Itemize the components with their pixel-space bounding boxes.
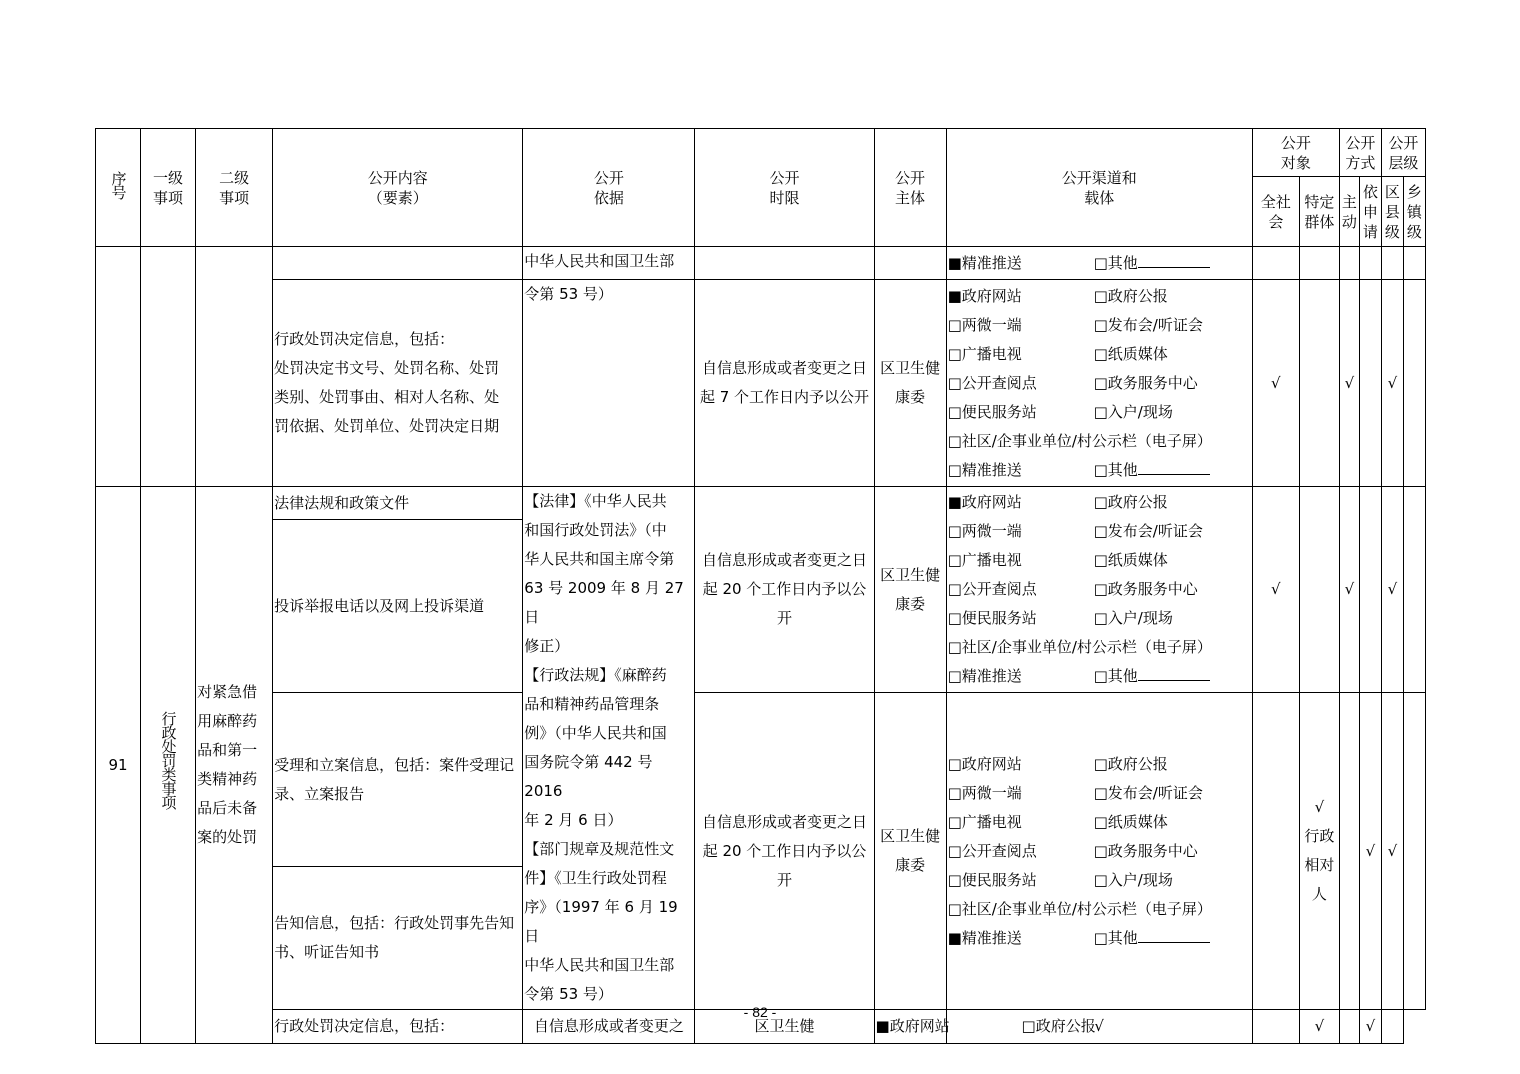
time-cell: 自信息形成或者变更之日起 7 个工作日内予以公开 (695, 280, 874, 487)
header-method-apply: 依申请 (1359, 177, 1381, 247)
header-level2: 二级事项 (196, 129, 273, 247)
table-row (96, 280, 1426, 487)
content-cell: 投诉举报电话以及网上投诉渠道 (273, 520, 523, 693)
table-row (96, 247, 1426, 280)
check-active: √ (1339, 487, 1359, 693)
channel-cell: ■政府网站 □政府公报 □两微一端 □发布会/听证会 □广播电视 □纸质媒体 □公开查阅点 □政务服务中心 □便民服务站 □入户/现场 □社区/企事业单位/村公示栏（电子屏） □精准推送 □其他 (946, 280, 1252, 487)
check-active: √ (1299, 1010, 1339, 1044)
disclosure-table (95, 128, 1426, 1044)
channel-cell: ■精准推送 □其他 (946, 247, 1252, 280)
content-cell: 法律法规和政策文件 (273, 487, 523, 520)
basis-cell: 令第 53 号） (523, 280, 695, 487)
subject-cell: 区卫生健康委 (874, 280, 946, 487)
header-level: 公开层级 (1381, 129, 1425, 177)
content-cell: 行政处罚决定信息，包括： (273, 1010, 523, 1044)
seq-cell: 91 (96, 487, 141, 1044)
header-level-town: 乡镇级 (1403, 177, 1425, 247)
header-seq: 序号 (96, 129, 141, 247)
check-apply: √ (1359, 693, 1381, 1010)
content-cell: 告知信息，包括：行政处罚事先告知书、听证告知书 (273, 867, 523, 1010)
check-county: √ (1381, 280, 1403, 487)
check-specific: √ 行政 相对 人 (1299, 693, 1339, 1010)
header-level-county: 区县级 (1381, 177, 1403, 247)
channel-cell: ■政府网站 □政府公报 (874, 1010, 946, 1044)
channel-cell: □政府网站 □政府公报 □两微一端 □发布会/听证会 □广播电视 □纸质媒体 □公开查阅点 □政务服务中心 □便民服务站 □入户/现场 □社区/企事业单位/村公示栏（电子屏） ■精准推送 □其他 (946, 693, 1252, 1010)
basis-cell: 【法律】《中华人民共 和国行政处罚法》（中 华人民共和国主席令第 63 号 2009 年 8 月 27 日 修正） 【行政法规】《麻醉药 品和精神药品管理条 例》（中华人民共和国 国务院令第 442 号 2016 年 2 月 6 日） 【部门规章及规范性文 件】《卫生行政处罚程 序》（1997 年 6 月 19 日 中华人民共和国卫生部 令第 53 号） (523, 487, 695, 1010)
basis-cell: 中华人民共和国卫生部 (523, 247, 695, 280)
table-row (96, 487, 1426, 520)
check-all: √ (946, 1010, 1252, 1044)
header-channel: 公开渠道和载体 (946, 129, 1252, 247)
header-target: 公开对象 (1252, 129, 1339, 177)
time-cell: 自信息形成或者变更之日起 20 个工作日内予以公开 (695, 693, 874, 1010)
content-cell: 受理和立案信息，包括：案件受理记录、立案报告 (273, 693, 523, 867)
table-row (96, 693, 1426, 867)
check-all: √ (1252, 487, 1299, 693)
time-cell: 自信息形成或者变更之 (523, 1010, 695, 1044)
channel-cell: ■政府网站 □政府公报 □两微一端 □发布会/听证会 □广播电视 □纸质媒体 □公开查阅点 □政务服务中心 □便民服务站 □入户/现场 □社区/企事业单位/村公示栏（电子屏） □精准推送 □其他 (946, 487, 1252, 693)
header-time: 公开时限 (695, 129, 874, 247)
level1-cell: 行政处罚类事项 (141, 487, 196, 1044)
check-county: √ (1381, 693, 1403, 1010)
content-cell: 行政处罚决定信息，包括： 处罚决定书文号、处罚名称、处罚 类别、处罚事由、相对人名称、处 罚依据、处罚单位、处罚决定日期 (273, 280, 523, 487)
subject-cell: 区卫生健 (695, 1010, 874, 1044)
header-level1: 一级事项 (141, 129, 196, 247)
check-county: √ (1359, 1010, 1381, 1044)
header-content: 公开内容（要素） (273, 129, 523, 247)
subject-cell: 区卫生健康委 (874, 487, 946, 693)
check-all: √ (1252, 280, 1299, 487)
header-target-all: 全社会 (1252, 177, 1299, 247)
check-county: √ (1381, 487, 1403, 693)
subject-cell: 区卫生健康委 (874, 693, 946, 1010)
time-cell: 自信息形成或者变更之日起 20 个工作日内予以公开 (695, 487, 874, 693)
header-subject: 公开主体 (874, 129, 946, 247)
header-method-active: 主动 (1339, 177, 1359, 247)
header-method: 公开方式 (1339, 129, 1381, 177)
header-target-specific: 特定群体 (1299, 177, 1339, 247)
header-basis: 公开依据 (523, 129, 695, 247)
check-active: √ (1339, 280, 1359, 487)
level2-cell: 对紧急借用麻醉药品和第一类精神药品后未备案的处罚 (196, 487, 273, 1044)
page-number: - 82 - (743, 1004, 777, 1020)
